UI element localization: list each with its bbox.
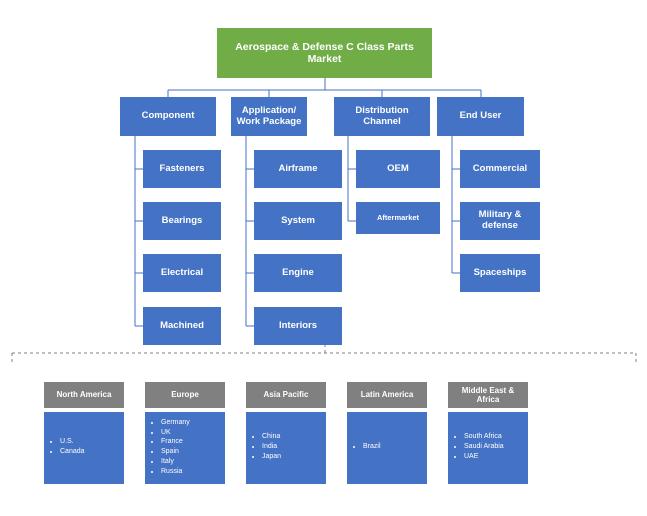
region-item-list [151, 419, 190, 478]
sub-node-label: Fasteners [159, 162, 205, 174]
region-name: Latin America [360, 390, 414, 400]
region-name: North America [56, 390, 112, 400]
region-item: • Russia [161, 468, 190, 477]
sub-node-label: Machined [160, 319, 204, 331]
category-label: Distribution Channel [355, 104, 409, 127]
region-item: • U.S. [60, 438, 85, 447]
region-body-europe [145, 412, 225, 484]
sub-node-label: OEM [387, 162, 409, 174]
region-body-asia-pacific [246, 412, 326, 484]
sub-node-electrical [143, 254, 221, 292]
region-body-north-america [44, 412, 124, 484]
region-item: • India [262, 443, 281, 452]
region-item: • UK [161, 429, 190, 438]
root-node [217, 28, 432, 78]
sub-node-spaceships [460, 254, 540, 292]
region-item: • South Africa [464, 433, 504, 442]
region-header-latin-america [347, 382, 427, 408]
region-item-list [454, 433, 504, 462]
region-body-middle-east-africa [448, 412, 528, 484]
sub-node-label: System [281, 214, 315, 226]
sub-node-bearings [143, 202, 221, 240]
region-name: Europe [171, 390, 199, 400]
region-body-latin-america [347, 412, 427, 484]
region-item-list [252, 433, 281, 462]
region-item: • Saudi Arabia [464, 443, 504, 452]
category-label: Component [141, 110, 195, 122]
category-node-component [120, 97, 216, 136]
sub-node-label: Aftermarket [376, 212, 420, 222]
sub-node-machined [143, 307, 221, 345]
sub-node-fasteners [143, 150, 221, 188]
root-node-label: Aerospace & Defense C Class Parts Market [235, 40, 414, 65]
sub-node-label: Military & defense [478, 209, 522, 231]
sub-node-airframe [254, 150, 342, 188]
region-header-europe [145, 382, 225, 408]
region-item: • Canada [60, 448, 85, 457]
region-header-middle-east-africa [448, 382, 528, 408]
sub-node-label: Bearings [161, 214, 203, 226]
region-header-north-america [44, 382, 124, 408]
sub-node-oem [356, 150, 440, 188]
sub-node-label: Commercial [472, 162, 528, 174]
region-item: • Japan [262, 453, 281, 462]
category-label: Application/ Work Package [236, 104, 302, 127]
region-item-list [353, 443, 381, 453]
sub-node-label: Electrical [160, 266, 204, 278]
region-item: • China [262, 433, 281, 442]
region-name: Asia Pacific [263, 390, 309, 400]
region-item: • Brazil [363, 443, 381, 452]
sub-node-label: Engine [282, 266, 314, 278]
region-header-asia-pacific [246, 382, 326, 408]
category-label: End User [459, 110, 502, 122]
sub-node-aftermarket [356, 202, 440, 234]
category-node-application [231, 97, 307, 136]
region-name: Middle East & Africa [461, 385, 515, 404]
region-item: • France [161, 438, 190, 447]
region-item: • UAE [464, 453, 504, 462]
sub-node-label: Interiors [278, 319, 317, 331]
region-item-list [50, 438, 85, 458]
sub-node-label: Airframe [278, 162, 318, 174]
category-node-distribution [334, 97, 430, 136]
sub-node-system [254, 202, 342, 240]
sub-node-label: Spaceships [473, 266, 527, 278]
sub-node-military-defense [460, 202, 540, 240]
region-item: • Spain [161, 448, 190, 457]
region-item: • Italy [161, 458, 190, 467]
sub-node-interiors [254, 307, 342, 345]
category-node-end-user [437, 97, 524, 136]
sub-node-commercial [460, 150, 540, 188]
sub-node-engine [254, 254, 342, 292]
region-item: • Germany [161, 419, 190, 428]
